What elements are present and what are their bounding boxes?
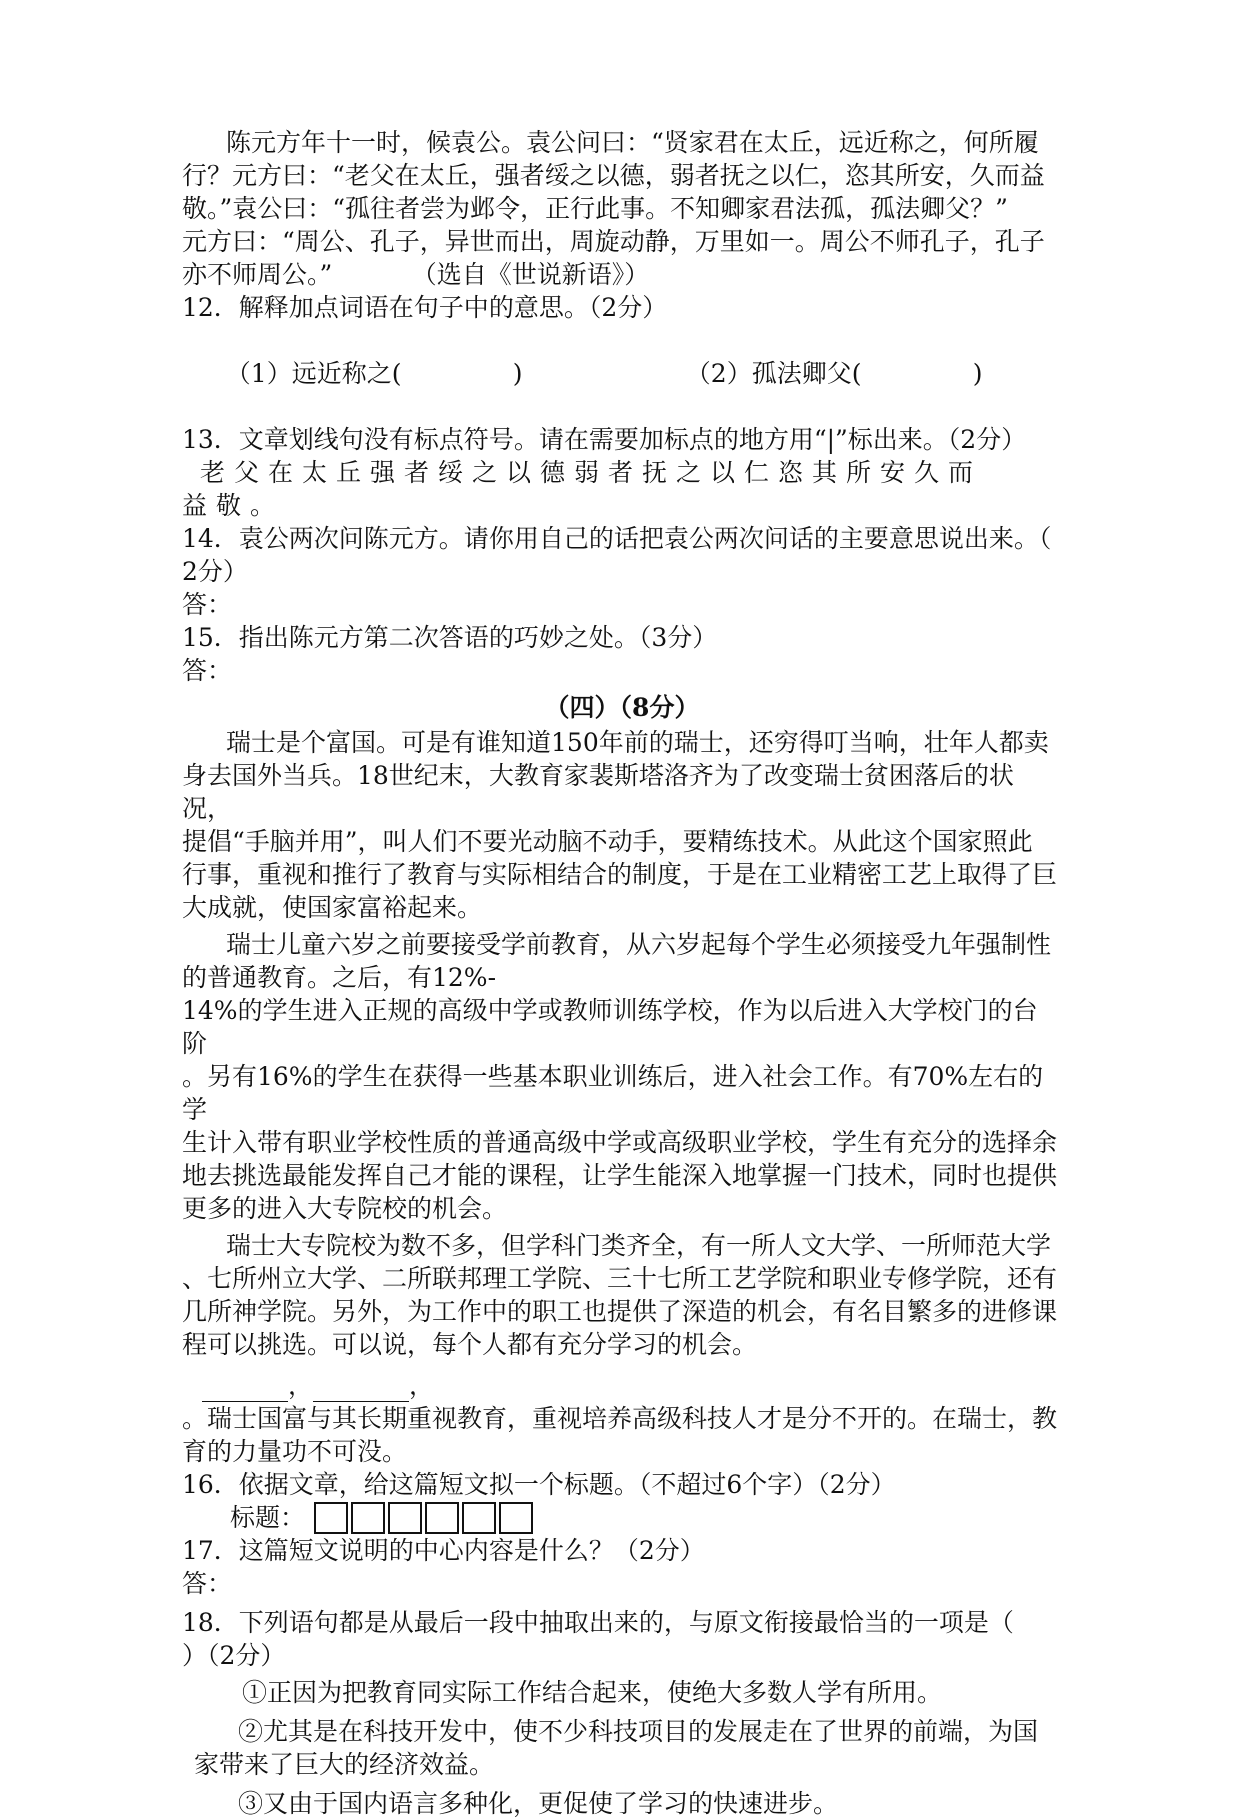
passage-line: 瑞士儿童六岁之前要接受学前教育，从六岁起每个学生必须接受九年强制性 <box>226 930 1052 959</box>
passage-line: 提倡“手脑并用”，叫人们不要光动脑不动手，要精练技术。从此这个国家照此 <box>182 827 1033 856</box>
passage-line: 陈元方年十一时，候袁公。袁公问曰：“贤家君在太丘，远近称之，何所履 <box>226 128 1039 157</box>
question-14-cont: 2分） <box>182 557 248 586</box>
passage-line: 更多的进入大专院校的机会。 <box>182 1194 508 1223</box>
title-box[interactable] <box>388 1502 422 1534</box>
passage-modern-para-1 <box>182 726 1062 924</box>
question-13: 13．文章划线句没有标点符号。请在需要加标点的地方用“|”标出来。（2分） <box>182 425 1027 454</box>
passage-line: 、七所州立大学、二所联邦理工学院、三十七所工艺学院和职业专修学院，还有 <box>182 1264 1058 1293</box>
passage-line: 14%的学生进入正规的高级中学或教师训练学校，作为以后进入大学校门的台阶 <box>182 996 1038 1058</box>
passage-line: 程可以挑选。可以说，每个人都有充分学习的机会。 <box>182 1330 758 1359</box>
passage-line: 育的力量功不可没。 <box>182 1437 408 1466</box>
question-12-item-2: （2）孤法卿父( ) <box>685 359 983 388</box>
question-17: 17．这篇短文说明的中心内容是什么？（2分） <box>182 1536 705 1565</box>
question-12: 12．解释加点词语在句子中的意思。（2分） <box>182 293 668 322</box>
passage-line: 敬。”袁公曰：“孤往者尝为邺令，正行此事。不知卿家君法孤，孤法卿父？” <box>182 194 1008 223</box>
title-label: 标题： <box>230 1503 306 1532</box>
passage-line: 生计入带有职业学校性质的普通高级中学或高级职业学校，学生有充分的选择余 <box>182 1128 1058 1157</box>
title-box[interactable] <box>314 1502 348 1534</box>
title-box[interactable] <box>351 1502 385 1534</box>
question-13-sentence-end: 益敬。 <box>182 491 285 520</box>
answer-label: 答： <box>182 1569 233 1598</box>
question-14: 14．袁公两次问陈元方。请你用自己的话把袁公两次问话的主要意思说出来。（ <box>182 524 1052 553</box>
passage-line: 元方曰：“周公、孔子，异世而出，周旋动静，万里如一。周公不师孔子，孔子 <box>182 227 1045 256</box>
passage-modern-para-3 <box>182 1229 1062 1361</box>
blank-separator: ， <box>288 1371 314 1400</box>
title-box[interactable] <box>425 1502 459 1534</box>
blank-separator: ， <box>409 1371 435 1400</box>
question-13-sentence: 老父在太丘强者绥之以德弱者抚之以仁恣其所安久而 <box>200 458 983 487</box>
exam-page <box>182 126 1062 1820</box>
passage-line: 亦不师周公。” （选自《世说新语》） <box>182 260 650 289</box>
passage-line: 大成就，使国家富裕起来。 <box>182 893 483 922</box>
answer-label: 答： <box>182 656 233 685</box>
passage-line: 行事，重视和推行了教育与实际相结合的制度，于是在工业精密工艺上取得了巨 <box>182 860 1058 889</box>
option-2: ②尤其是在科技开发中，使不少科技项目的发展走在了世界的前端，为国 <box>238 1717 1039 1746</box>
question-15: 15．指出陈元方第二次答语的巧妙之处。（3分） <box>182 623 718 652</box>
passage-line: 的普通教育。之后，有12%- <box>182 963 497 992</box>
question-18-cont: ）（2分） <box>182 1641 286 1670</box>
passage-line: 地去挑选最能发挥自己才能的课程，让学生能深入地掌握一门技术，同时也提供 <box>182 1161 1058 1190</box>
passage-modern-para-2 <box>182 928 1062 1225</box>
section-heading: （四）（8分） <box>544 693 700 722</box>
question-16: 16．依据文章，给这篇短文拟一个标题。（不超过6个字）（2分） <box>182 1470 896 1499</box>
title-box[interactable] <box>499 1502 533 1534</box>
passage-modern-para-4 <box>182 1402 1062 1468</box>
question-18: 18．下列语句都是从最后一段中抽取出来的，与原文衔接最恰当的一项是（ <box>182 1608 1014 1637</box>
answer-label: 答： <box>182 590 233 619</box>
passage-line: 瑞士是个富国。可是有谁知道150年前的瑞士，还穷得叮当响，壮年人都卖 <box>226 728 1049 757</box>
fill-blank-line <box>182 1369 1062 1402</box>
fill-blank-1[interactable] <box>202 1375 288 1402</box>
question-12-item-1: （1）远近称之( ) <box>225 359 523 388</box>
question-12-items <box>182 324 1062 423</box>
title-boxes <box>314 1502 533 1534</box>
passage-line: 几所神学院。另外，为工作中的职工也提供了深造的机会，有名目繁多的进修课 <box>182 1297 1058 1326</box>
title-box[interactable] <box>462 1502 496 1534</box>
passage-line: 行？元方曰：“老父在太丘，强者绥之以德，弱者抚之以仁，恣其所安，久而益 <box>182 161 1045 190</box>
fill-blank-2[interactable] <box>313 1375 409 1402</box>
option-3: ③又由于国内语言多种化，更促使了学习的快速进步。 <box>238 1789 839 1818</box>
option-1: ①正因为把教育同实际工作结合起来，使绝大多数人学有所用。 <box>242 1678 943 1707</box>
option-2-cont: 家带来了巨大的经济效益。 <box>194 1750 495 1779</box>
passage-line: 。瑞士国富与其长期重视教育，重视培养高级科技人才是分不开的。在瑞士，教 <box>182 1404 1058 1433</box>
passage-classical <box>182 126 1062 291</box>
passage-line: 身去国外当兵。18世纪末，大教育家裴斯塔洛齐为了改变瑞士贫困落后的状况， <box>182 761 1014 823</box>
passage-line: 瑞士大专院校为数不多，但学科门类齐全，有一所人文大学、一所师范大学 <box>226 1231 1052 1260</box>
passage-line: 。另有16%的学生在获得一些基本职业训练后，进入社会工作。有70%左右的学 <box>182 1062 1044 1124</box>
title-answer-row <box>182 1501 1062 1534</box>
